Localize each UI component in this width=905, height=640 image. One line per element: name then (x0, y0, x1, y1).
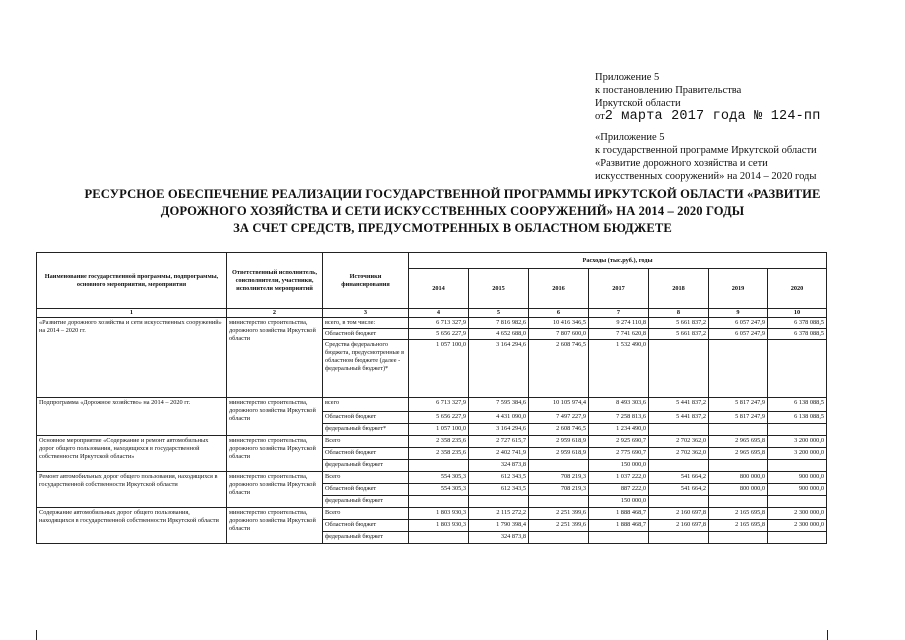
amount-cell (709, 424, 768, 436)
amount-cell: 2 300 000,0 (768, 508, 827, 520)
amount-cell: 2 702 362,0 (649, 448, 709, 460)
amount-cell (409, 496, 469, 508)
executor-cell: министерство строительства, дорожного хозяйства Иркутской области (227, 508, 323, 544)
amount-cell: 150 000,0 (589, 460, 649, 472)
region-label: Иркутской области (595, 98, 681, 109)
column-index: 5 (469, 309, 529, 318)
table-row (37, 472, 827, 484)
date-typed: 2 марта 2017 года № 124-пп (604, 109, 821, 124)
funding-source-cell: Всего (323, 472, 409, 484)
approval-header (595, 71, 895, 183)
amount-cell: 1 057 100,0 (409, 340, 469, 398)
amount-cell: 612 343,5 (469, 484, 529, 496)
amount-cell: 1 888 468,7 (589, 508, 649, 520)
amount-cell: 5 661 837,2 (649, 329, 709, 340)
amount-cell (768, 532, 827, 544)
amount-cell: 5 656 227,9 (409, 329, 469, 340)
table-row (37, 398, 827, 412)
program-name-cell: «Развитие дорожного хозяйства и сети искусственных сооружений» на 2014 – 2020 гг. (37, 318, 227, 398)
amount-cell: 6 378 088,5 (768, 329, 827, 340)
amount-cell: 554 305,3 (409, 484, 469, 496)
header-year: 2018 (649, 269, 709, 309)
amount-cell: 6 138 088,5 (768, 412, 827, 424)
amount-cell (709, 340, 768, 398)
amount-cell: 708 219,3 (529, 472, 589, 484)
amount-cell: 5 817 247,9 (709, 398, 768, 412)
column-index: 10 (768, 309, 827, 318)
amount-cell (649, 532, 709, 544)
amount-cell: 5 441 837,2 (649, 412, 709, 424)
amount-cell: 2 251 399,6 (529, 520, 589, 532)
document-title (30, 186, 875, 237)
amount-cell: 4 652 688,0 (469, 329, 529, 340)
amount-cell: 2 702 362,0 (649, 436, 709, 448)
amount-cell (768, 424, 827, 436)
amount-cell: 2 358 235,6 (409, 436, 469, 448)
amount-cell: 150 000,0 (589, 496, 649, 508)
resolution-date (595, 110, 895, 123)
amount-cell (529, 460, 589, 472)
header-year: 2019 (709, 269, 768, 309)
header-year: 2020 (768, 269, 827, 309)
funding-source-cell: Областной бюджет (323, 484, 409, 496)
amount-cell (649, 424, 709, 436)
program-appendix-label: «Приложение 5 (595, 132, 665, 143)
amount-cell: 800 000,0 (709, 484, 768, 496)
amount-cell: 5 661 837,2 (649, 318, 709, 329)
amount-cell: 2 165 695,8 (709, 508, 768, 520)
header-year: 2017 (589, 269, 649, 309)
amount-cell: 1 234 490,0 (589, 424, 649, 436)
amount-cell (709, 532, 768, 544)
amount-cell: 2 160 697,8 (649, 508, 709, 520)
funding-source-cell: Средства федерального бюджета, предусмотренные в областном бюджете (далее - федеральный бюджет)* (323, 340, 409, 398)
amount-cell: 8 493 303,6 (589, 398, 649, 412)
column-index: 4 (409, 309, 469, 318)
amount-cell: 10 105 974,4 (529, 398, 589, 412)
amount-cell (589, 532, 649, 544)
program-line-1: к государственной программе Иркутской области (595, 145, 817, 156)
funding-source-cell: федеральный бюджет* (323, 424, 409, 436)
amount-cell: 1 057 100,0 (409, 424, 469, 436)
amount-cell (649, 496, 709, 508)
amount-cell: 2 300 000,0 (768, 520, 827, 532)
amount-cell: 2 160 697,8 (649, 520, 709, 532)
amount-cell: 5 817 247,9 (709, 412, 768, 424)
header-funding-source: Источники финансирования (323, 253, 409, 309)
amount-cell: 2 965 695,8 (709, 436, 768, 448)
amount-cell: 887 222,0 (589, 484, 649, 496)
resolution-label: к постановлению Правительства (595, 85, 742, 96)
amount-cell: 3 200 000,0 (768, 448, 827, 460)
program-line-3: искусственных сооружений» на 2014 – 2020 годы (595, 171, 817, 182)
amount-cell: 7 807 600,0 (529, 329, 589, 340)
amount-cell (409, 460, 469, 472)
amount-cell (649, 460, 709, 472)
funding-source-cell: Всего (323, 508, 409, 520)
amount-cell: 1 888 468,7 (589, 520, 649, 532)
amount-cell: 1 532 490,0 (589, 340, 649, 398)
amount-cell (469, 496, 529, 508)
funding-source-cell: всего, в том числе: (323, 318, 409, 329)
executor-cell: министерство строительства, дорожного хозяйства Иркутской области (227, 398, 323, 436)
amount-cell: 2 608 746,5 (529, 424, 589, 436)
funding-source-cell: Областной бюджет (323, 412, 409, 424)
amount-cell: 541 664,2 (649, 484, 709, 496)
amount-cell: 6 057 247,9 (709, 329, 768, 340)
executor-cell: министерство строительства, дорожного хозяйства Иркутской области (227, 436, 323, 472)
column-index: 3 (323, 309, 409, 318)
amount-cell: 5 441 837,2 (649, 398, 709, 412)
amount-cell: 2 925 690,7 (589, 436, 649, 448)
program-name-cell: Ремонт автомобильных дорог общего пользования, находящихся в государственной собственности Иркутской области (37, 472, 227, 508)
amount-cell: 800 000,0 (709, 472, 768, 484)
amount-cell: 2 251 399,6 (529, 508, 589, 520)
amount-cell: 2 115 272,2 (469, 508, 529, 520)
program-line-2: «Развитие дорожного хозяйства и сети (595, 158, 768, 169)
amount-cell: 2 165 695,8 (709, 520, 768, 532)
funding-source-cell: Областной бюджет (323, 329, 409, 340)
amount-cell: 5 656 227,9 (409, 412, 469, 424)
funding-source-cell: Всего (323, 436, 409, 448)
amount-cell: 1 803 930,3 (409, 508, 469, 520)
amount-cell: 4 431 090,0 (469, 412, 529, 424)
amount-cell: 7 595 384,6 (469, 398, 529, 412)
amount-cell: 9 274 110,8 (589, 318, 649, 329)
amount-cell: 541 664,2 (649, 472, 709, 484)
amount-cell (768, 460, 827, 472)
table-row (37, 436, 827, 448)
column-index: 8 (649, 309, 709, 318)
amount-cell: 10 416 346,5 (529, 318, 589, 329)
amount-cell: 2 608 746,5 (529, 340, 589, 398)
amount-cell: 1 790 398,4 (469, 520, 529, 532)
amount-cell: 2 959 618,9 (529, 448, 589, 460)
amount-cell (709, 496, 768, 508)
program-name-cell: Подпрограмма «Дорожное хозяйство» на 2014 – 2020 гг. (37, 398, 227, 436)
amount-cell (409, 532, 469, 544)
program-name-cell: Основное мероприятие «Содержание и ремонт автомобильных дорог общего пользования, находящихся в государственной собственности Иркутской области» (37, 436, 227, 472)
amount-cell (649, 340, 709, 398)
amount-cell: 708 219,3 (529, 484, 589, 496)
amount-cell: 554 305,3 (409, 472, 469, 484)
amount-cell (709, 460, 768, 472)
title-line-2: ДОРОЖНОГО ХОЗЯЙСТВА И СЕТИ ИСКУССТВЕННЫХ СООРУЖЕНИЙ» НА 2014 – 2020 ГОДЫ (160, 204, 745, 218)
funding-source-cell: федеральный бюджет (323, 532, 409, 544)
amount-cell: 1 803 930,3 (409, 520, 469, 532)
header-year: 2014 (409, 269, 469, 309)
appendix-label: Приложение 5 (595, 72, 660, 83)
date-prefix: от (595, 111, 605, 122)
amount-cell: 2 402 741,9 (469, 448, 529, 460)
executor-cell: министерство строительства, дорожного хозяйства Иркутской области (227, 472, 323, 508)
column-index: 7 (589, 309, 649, 318)
amount-cell: 2 358 235,6 (409, 448, 469, 460)
header-expenses: Расходы (тыс.руб.), годы (409, 253, 827, 269)
column-index: 6 (529, 309, 589, 318)
header-year: 2016 (529, 269, 589, 309)
table-row (37, 508, 827, 520)
funding-source-cell: федеральный бюджет (323, 460, 409, 472)
header-year: 2015 (469, 269, 529, 309)
title-line-1: РЕСУРСНОЕ ОБЕСПЕЧЕНИЕ РЕАЛИЗАЦИИ ГОСУДАРСТВЕННОЙ ПРОГРАММЫ ИРКУТСКОЙ ОБЛАСТИ «РАЗВИТИЕ (84, 187, 821, 201)
amount-cell: 6 713 327,9 (409, 318, 469, 329)
funding-source-cell: Областной бюджет (323, 520, 409, 532)
amount-cell: 2 727 615,7 (469, 436, 529, 448)
amount-cell (529, 532, 589, 544)
amount-cell: 2 965 695,8 (709, 448, 768, 460)
table-row (37, 318, 827, 329)
amount-cell: 6 713 327,9 (409, 398, 469, 412)
resource-table (36, 252, 827, 544)
executor-cell: министерство строительства, дорожного хозяйства Иркутской области (227, 318, 323, 398)
funding-source-cell: федеральный бюджет (323, 496, 409, 508)
amount-cell: 7 816 982,6 (469, 318, 529, 329)
amount-cell (768, 496, 827, 508)
amount-cell: 1 037 222,0 (589, 472, 649, 484)
column-index: 9 (709, 309, 768, 318)
amount-cell: 6 057 247,9 (709, 318, 768, 329)
amount-cell: 3 200 000,0 (768, 436, 827, 448)
amount-cell: 6 378 088,5 (768, 318, 827, 329)
amount-cell (768, 340, 827, 398)
amount-cell: 3 164 294,6 (469, 340, 529, 398)
amount-cell: 7 741 620,8 (589, 329, 649, 340)
amount-cell (529, 496, 589, 508)
header-program-name: Наименование государственной программы, подпрограммы, основного мероприятия, мероприятия (37, 253, 227, 309)
amount-cell: 2 959 618,9 (529, 436, 589, 448)
title-line-3: ЗА СЧЕТ СРЕДСТВ, ПРЕДУСМОТРЕННЫХ В ОБЛАСТНОМ БЮДЖЕТЕ (233, 221, 672, 235)
amount-cell: 7 258 813,6 (589, 412, 649, 424)
funding-source-cell: всего (323, 398, 409, 412)
amount-cell: 900 000,0 (768, 472, 827, 484)
amount-cell: 324 873,8 (469, 532, 529, 544)
header-executor: Ответственный исполнитель, соисполнители, участники, исполнители мероприятий (227, 253, 323, 309)
amount-cell: 7 497 227,9 (529, 412, 589, 424)
amount-cell: 324 873,8 (469, 460, 529, 472)
column-index: 1 (37, 309, 227, 318)
amount-cell: 612 343,5 (469, 472, 529, 484)
amount-cell: 6 138 088,5 (768, 398, 827, 412)
program-name-cell: Содержание автомобильных дорог общего пользования, находящихся в государственной собственности Иркутской области (37, 508, 227, 544)
amount-cell: 900 000,0 (768, 484, 827, 496)
amount-cell: 2 775 690,7 (589, 448, 649, 460)
column-index: 2 (227, 309, 323, 318)
table-continuation-edge (36, 630, 828, 640)
amount-cell: 3 164 294,6 (469, 424, 529, 436)
funding-source-cell: Областной бюджет (323, 448, 409, 460)
